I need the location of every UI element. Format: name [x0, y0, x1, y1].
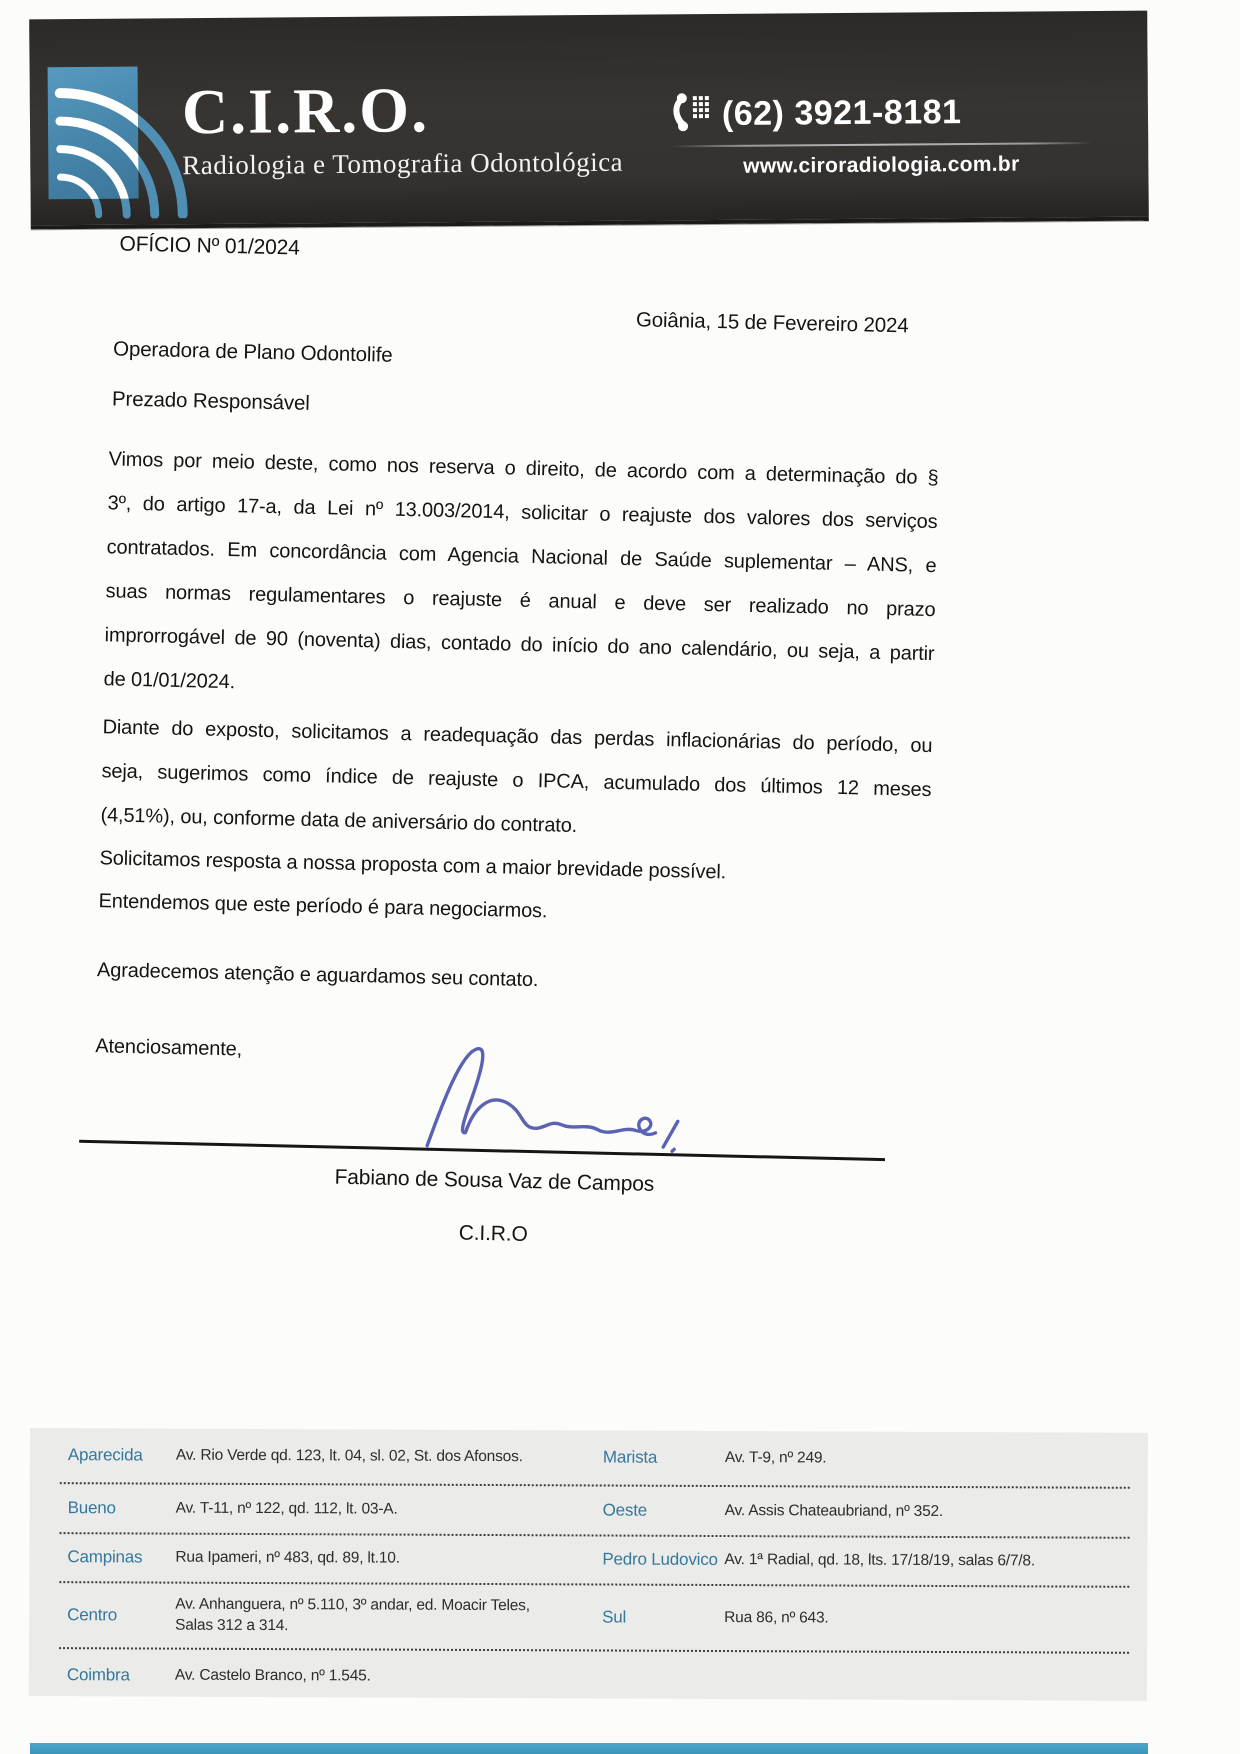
paragraph-line: Vimos por meio deste, como nos reserva o direito, de acordo com a determinação do §	[108, 448, 939, 490]
location-row	[59, 1649, 1129, 1707]
location-label: Marista	[602, 1447, 658, 1467]
paragraph-line: (4,51%), ou, conforme data de aniversário do contrato.	[100, 804, 578, 838]
letterhead-banner	[29, 11, 1149, 230]
phone-icon	[666, 92, 712, 136]
handwritten-signature	[413, 1033, 686, 1157]
closing-line: Atenciosamente,	[95, 1035, 243, 1061]
brand-text-block	[182, 76, 703, 181]
footer-bottom-bar	[30, 1743, 1148, 1754]
location-cell	[59, 1594, 594, 1638]
location-address: Rua 86, nº 643.	[724, 1608, 829, 1627]
recipient-line: Operadora de Plano Odontolife	[112, 337, 393, 367]
signatory-name: Fabiano de Sousa Vaz de Campos	[334, 1165, 655, 1196]
paragraph-line: contratados. Em concordância com Agencia Nacional de Saúde suplementar – ANS, e	[106, 536, 937, 578]
location-address: Av. Anhanguera, nº 5.110, 3º andar, ed. Moacir Teles, Salas 312 a 314.	[175, 1595, 530, 1635]
location-row	[59, 1534, 1129, 1588]
date-line: Goiânia, 15 de Fevereiro 2024	[635, 308, 909, 338]
location-cell	[594, 1549, 1129, 1572]
paragraph-1	[103, 437, 939, 720]
paragraph-2	[100, 705, 933, 856]
phone-row	[666, 89, 1096, 136]
location-row	[60, 1484, 1130, 1539]
location-cell	[60, 1445, 595, 1468]
signatory-organization: C.I.R.O	[458, 1221, 528, 1247]
contact-block	[666, 89, 1097, 179]
location-address: Av. T-11, nº 122, qd. 112, lt. 03-A.	[175, 1499, 398, 1518]
location-cell	[60, 1498, 595, 1521]
phone-number: (62) 3921-8181	[721, 92, 962, 133]
location-row	[59, 1583, 1129, 1654]
location-address: Rua Ipameri, nº 483, qd. 89, lt.10.	[175, 1548, 400, 1567]
paragraph-line: improrrogável de 90 (noventa) dias, contado do início do ano calendário, ou seja, a partir	[104, 624, 935, 666]
location-cell	[594, 1678, 1129, 1680]
location-label: Bueno	[67, 1498, 116, 1518]
brand-acronym: C.I.R.O.	[181, 74, 430, 148]
understanding-line: Entendemos que este período é para negociarmos.	[98, 890, 548, 923]
location-address: Av. 1ª Radial, qd. 18, lts. 17/18/19, salas 6/7/8.	[724, 1551, 1035, 1570]
location-label: Centro	[67, 1605, 118, 1625]
contact-divider	[670, 142, 1092, 147]
thanks-line: Agradecemos atenção e aguardamos seu contato.	[96, 959, 539, 992]
paragraph-line: 3º, do artigo 17-a, da Lei nº 13.003/2014, solicitar o reajuste dos valores dos serviços	[107, 492, 938, 534]
location-cell	[594, 1607, 1129, 1630]
request-line: Solicitamos resposta a nossa proposta com a maior brevidade possível.	[99, 847, 727, 884]
location-address: Av. Assis Chateaubriand, nº 352.	[724, 1501, 944, 1520]
location-cell	[59, 1547, 594, 1570]
location-address: Av. Castelo Branco, nº 1.545.	[174, 1666, 371, 1685]
location-label: Coimbra	[66, 1665, 130, 1685]
brand-tagline: Radiologia e Tomografia Odontológica	[182, 146, 624, 181]
locations-footer	[29, 1428, 1148, 1701]
document-reference: OFÍCIO Nº 01/2024	[119, 232, 300, 260]
location-address: Av. Rio Verde qd. 123, lt. 04, sl. 02, St. dos Afonsos.	[175, 1446, 523, 1465]
location-cell	[595, 1500, 1130, 1523]
location-label: Pedro Ludovico	[602, 1549, 718, 1570]
location-label: Sul	[602, 1607, 627, 1627]
location-label: Aparecida	[67, 1445, 143, 1465]
website-url: www.ciroradiologia.com.br	[743, 152, 1020, 178]
location-label: Campinas	[67, 1547, 143, 1567]
salutation-line: Prezado Responsável	[111, 387, 310, 415]
letter-body	[75, 224, 939, 1256]
paragraph-line: de 01/01/2024.	[103, 668, 236, 694]
location-cell	[595, 1447, 1130, 1470]
location-row	[60, 1428, 1130, 1489]
location-cell	[59, 1665, 594, 1688]
paragraph-line: Diante do exposto, solicitamos a readequação das perdas inflacionárias do período, ou	[102, 716, 933, 758]
location-address: Av. T-9, nº 249.	[724, 1448, 827, 1467]
location-label: Oeste	[602, 1500, 648, 1520]
paragraph-line: seja, sugerimos como índice de reajuste o IPCA, acumulado dos últimos 12 meses	[101, 760, 932, 802]
paragraph-line: suas normas regulamentares o reajuste é anual e deve ser realizado no prazo	[105, 580, 936, 622]
